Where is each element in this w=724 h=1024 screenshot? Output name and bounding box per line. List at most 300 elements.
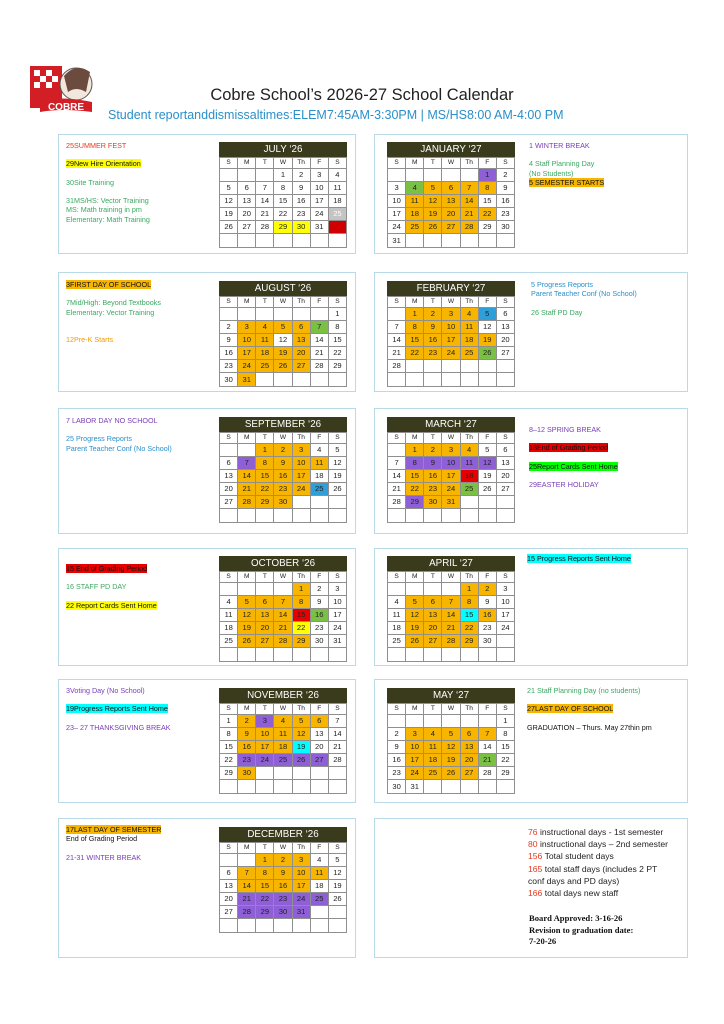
month-title: APRIL ‘27 (387, 556, 515, 571)
note-text: 23– 27 THANKSGIVING BREAK (66, 722, 171, 732)
day-cell: 1 (256, 853, 274, 866)
calendar-dec (219, 827, 347, 933)
day-cell (256, 373, 274, 386)
note-text: 29New Hire Orientation (66, 159, 141, 169)
day-cell: 28 (328, 754, 346, 767)
weekday-label: F (310, 433, 328, 444)
day-cell: 24 (406, 767, 424, 780)
day-cell (328, 648, 346, 661)
day-cell: 9 (310, 595, 328, 608)
day-cell: 28 (478, 767, 496, 780)
weekday-label: F (478, 297, 496, 308)
day-cell: 19 (478, 333, 496, 346)
summary-line: 166 total days new staff (528, 888, 619, 899)
day-cell: 23 (424, 483, 442, 496)
day-cell (238, 780, 256, 793)
day-cell: 4 (424, 727, 442, 740)
day-cell: 25 (328, 208, 346, 221)
day-cell (220, 307, 238, 320)
day-cell: 18 (424, 754, 442, 767)
day-cell: 24 (292, 893, 310, 906)
calendar-jul (219, 142, 347, 248)
day-cell (406, 234, 424, 247)
page-subtitle: Student reportanddismissaltimes:ELEM7:45AM-3:30PM | MS/HS8:00 AM-4:00 PM (108, 108, 564, 122)
weekday-label: M (238, 843, 256, 854)
day-cell (292, 648, 310, 661)
day-cell: 27 (256, 635, 274, 648)
calendar-apr (387, 556, 515, 662)
note-text: 7 LABOR DAY NO SCHOOL (66, 416, 158, 425)
day-cell: 25 (274, 754, 292, 767)
summary-line: 165 total staff days (includes 2 PT (528, 863, 658, 874)
day-cell (310, 919, 328, 932)
day-cell: 13 (496, 456, 514, 469)
day-cell: 12 (328, 866, 346, 879)
weekday-label: Th (292, 433, 310, 444)
day-cell (496, 496, 514, 509)
day-cell: 30 (310, 635, 328, 648)
note-text: 3FIRST DAY OF SCHOOL (66, 280, 152, 289)
day-cell (496, 360, 514, 373)
day-cell (424, 509, 442, 522)
day-cell: 5 (292, 714, 310, 727)
day-cell: 5 (406, 595, 424, 608)
note-line (529, 434, 618, 443)
day-cell: 22 (460, 622, 478, 635)
note-line (66, 695, 171, 704)
day-cell: 11 (256, 333, 274, 346)
day-cell: 12 (220, 194, 238, 207)
day-cell: 11 (424, 740, 442, 753)
day-cell: 22 (274, 208, 292, 221)
day-cell (406, 509, 424, 522)
day-cell: 13 (220, 879, 238, 892)
day-cell: 25 (388, 635, 406, 648)
note-text: 25Report Cards Sent Home (529, 461, 618, 471)
note-line (66, 686, 171, 695)
day-cell (478, 234, 496, 247)
day-cell: 8 (292, 595, 310, 608)
day-cell: 10 (310, 181, 328, 194)
note-line (66, 416, 172, 425)
day-cell: 19 (328, 879, 346, 892)
day-cell: 17 (292, 879, 310, 892)
day-cell: 17 (328, 608, 346, 621)
day-cell: 21 (460, 208, 478, 221)
day-cell (442, 582, 460, 595)
day-cell (310, 906, 328, 919)
day-cell: 29 (496, 767, 514, 780)
day-cell (220, 853, 238, 866)
day-cell: 18 (256, 347, 274, 360)
weekday-label: M (238, 297, 256, 308)
day-cell: 27 (292, 360, 310, 373)
weekday-label: W (442, 297, 460, 308)
day-cell: 4 (220, 595, 238, 608)
day-cell: 5 (478, 307, 496, 320)
day-cell: 16 (496, 194, 514, 207)
notes-may (527, 686, 652, 732)
day-cell: 29 (460, 635, 478, 648)
day-cell: 14 (310, 333, 328, 346)
note-line (66, 141, 150, 150)
day-cell: 19 (328, 469, 346, 482)
summary-line: 76 instructional days - 1st semester (528, 827, 664, 837)
day-cell (274, 234, 292, 247)
weekday-label: T (256, 704, 274, 715)
day-cell: 6 (238, 181, 256, 194)
note-line (66, 289, 161, 298)
day-cell (310, 767, 328, 780)
day-cell: 19 (424, 208, 442, 221)
day-cell: 8 (406, 320, 424, 333)
day-cell: 28 (238, 906, 256, 919)
day-cell (424, 373, 442, 386)
day-cell: 1 (460, 582, 478, 595)
day-cell: 9 (274, 866, 292, 879)
day-cell (460, 234, 478, 247)
summary-line: conf days and PD days) (528, 875, 620, 886)
day-cell: 29 (274, 221, 292, 234)
note-text: 18End of Grading Period (529, 443, 609, 453)
day-cell: 29 (256, 906, 274, 919)
summary-line: 80 instructional days – 2nd semester (528, 839, 668, 850)
weekday-label: T (256, 572, 274, 583)
day-cell (442, 648, 460, 661)
day-cell: 14 (274, 608, 292, 621)
day-cell (388, 714, 406, 727)
note-line (66, 704, 171, 713)
weekday-label: Th (460, 158, 478, 169)
weekday-label: Th (292, 297, 310, 308)
note-line (66, 298, 161, 307)
day-cell (238, 168, 256, 181)
weekday-label: S (496, 158, 514, 169)
day-cell: 11 (460, 320, 478, 333)
day-cell: 24 (310, 208, 328, 221)
day-cell (328, 780, 346, 793)
day-cell: 1 (478, 168, 496, 181)
day-cell: 23 (238, 754, 256, 767)
day-cell: 22 (478, 208, 496, 221)
day-cell: 28 (310, 360, 328, 373)
day-cell (220, 443, 238, 456)
day-cell: 6 (442, 181, 460, 194)
day-cell: 28 (442, 635, 460, 648)
note-line (66, 326, 161, 335)
day-cell: 17 (238, 347, 256, 360)
day-cell: 26 (328, 893, 346, 906)
weekday-label: S (496, 704, 514, 715)
note-line (531, 280, 637, 289)
day-cell: 30 (388, 780, 406, 793)
weekday-label: S (220, 704, 238, 715)
weekday-label: M (406, 297, 424, 308)
day-cell: 27 (220, 496, 238, 509)
day-cell: 6 (220, 456, 238, 469)
day-cell: 3 (496, 582, 514, 595)
day-cell: 6 (460, 727, 478, 740)
day-cell: 30 (478, 635, 496, 648)
day-cell (478, 496, 496, 509)
day-cell: 16 (274, 879, 292, 892)
day-cell (220, 919, 238, 932)
note-line (531, 289, 637, 298)
day-cell: 25 (460, 347, 478, 360)
note-line (66, 205, 150, 214)
day-cell: 30 (424, 496, 442, 509)
day-cell (478, 373, 496, 386)
day-cell: 1 (496, 714, 514, 727)
weekday-label: S (388, 433, 406, 444)
day-cell: 18 (328, 194, 346, 207)
day-cell: 17 (442, 333, 460, 346)
day-cell: 10 (292, 456, 310, 469)
day-cell (292, 234, 310, 247)
day-cell (328, 767, 346, 780)
day-cell: 24 (328, 622, 346, 635)
note-line (66, 714, 171, 723)
month-title: AUGUST ‘26 (219, 281, 347, 296)
day-cell (238, 853, 256, 866)
day-cell: 20 (220, 483, 238, 496)
day-cell (424, 780, 442, 793)
day-cell (292, 496, 310, 509)
weekday-label: W (442, 433, 460, 444)
day-cell: 9 (274, 456, 292, 469)
day-cell: 29 (220, 767, 238, 780)
notes-mar (529, 425, 618, 489)
day-cell (238, 582, 256, 595)
day-cell: 16 (388, 754, 406, 767)
weekday-label: S (496, 572, 514, 583)
note-text: 22 Report Cards Sent Home (66, 600, 157, 610)
note-text: 7Mid/High: Beyond Textbooks (66, 298, 161, 308)
weekday-label: F (310, 158, 328, 169)
note-text: 16 STAFF PD DAY (66, 582, 127, 592)
board-line: Board Approved: 3-16-26 (529, 913, 623, 923)
day-cell: 20 (424, 622, 442, 635)
note-text: 8–12 SPRING BREAK (529, 425, 601, 434)
note-line (66, 844, 161, 853)
weekday-label: S (220, 843, 238, 854)
day-cell: 13 (496, 320, 514, 333)
note-line (529, 453, 618, 462)
note-line (529, 471, 618, 480)
day-cell: 25 (256, 360, 274, 373)
weekday-label: T (424, 158, 442, 169)
day-cell: 13 (310, 727, 328, 740)
day-cell (292, 307, 310, 320)
day-cell: 2 (292, 168, 310, 181)
day-cell: 11 (328, 181, 346, 194)
weekday-label: M (238, 704, 256, 715)
day-cell (496, 234, 514, 247)
day-cell: 2 (274, 853, 292, 866)
month-title: NOVEMBER ‘26 (219, 688, 347, 703)
day-cell: 22 (220, 754, 238, 767)
day-cell: 31 (310, 221, 328, 234)
note-line (527, 723, 652, 732)
day-cell: 31 (442, 496, 460, 509)
day-cell: 15 (328, 333, 346, 346)
day-cell: 14 (478, 740, 496, 753)
day-cell: 26 (220, 221, 238, 234)
weekday-label: S (328, 843, 346, 854)
day-cell: 26 (238, 635, 256, 648)
board-line: 7-20-26 (529, 936, 557, 947)
note-text: 15 End of Grading Period (66, 564, 148, 573)
weekday-label: F (478, 704, 496, 715)
notes-feb (531, 280, 637, 317)
day-cell (442, 168, 460, 181)
day-cell (292, 509, 310, 522)
day-cell (460, 373, 478, 386)
day-cell: 7 (388, 456, 406, 469)
weekday-label: F (310, 704, 328, 715)
day-cell: 21 (442, 622, 460, 635)
day-cell (388, 307, 406, 320)
day-cell (292, 373, 310, 386)
note-line (529, 480, 618, 489)
note-text: 26 Staff PD Day (531, 307, 583, 317)
day-cell: 18 (406, 208, 424, 221)
day-cell (460, 360, 478, 373)
day-cell: 26 (406, 635, 424, 648)
day-cell: 22 (292, 622, 310, 635)
day-cell: 14 (328, 727, 346, 740)
day-cell: 22 (256, 483, 274, 496)
day-cell: 7 (478, 727, 496, 740)
day-cell: 14 (238, 879, 256, 892)
notes-apr (527, 554, 631, 563)
day-cell: 11 (460, 456, 478, 469)
day-cell: 27 (496, 483, 514, 496)
day-cell: 7 (238, 866, 256, 879)
weekday-label: T (256, 158, 274, 169)
calendar-mar (387, 417, 515, 523)
day-cell: 3 (388, 181, 406, 194)
day-cell: 17 (496, 608, 514, 621)
day-cell: 2 (424, 307, 442, 320)
day-cell: 4 (460, 443, 478, 456)
day-cell (460, 496, 478, 509)
day-cell: 28 (388, 360, 406, 373)
day-cell (220, 582, 238, 595)
day-cell: 11 (310, 866, 328, 879)
day-cell (460, 168, 478, 181)
calendar-nov (219, 688, 347, 794)
day-cell: 8 (274, 181, 292, 194)
day-cell: 19 (274, 347, 292, 360)
day-cell: 27 (220, 906, 238, 919)
weekday-label: W (274, 843, 292, 854)
note-text: 17LAST DAY OF SEMESTER (66, 825, 162, 834)
day-cell: 5 (442, 727, 460, 740)
day-cell: 3 (328, 582, 346, 595)
day-cell (310, 509, 328, 522)
notes-jan (529, 141, 604, 187)
day-cell (310, 307, 328, 320)
weekday-label: F (478, 433, 496, 444)
day-cell: 4 (256, 320, 274, 333)
day-cell: 25 (424, 767, 442, 780)
day-cell: 4 (388, 595, 406, 608)
day-cell (460, 780, 478, 793)
day-cell: 10 (328, 595, 346, 608)
note-line (66, 159, 150, 168)
day-cell: 26 (478, 347, 496, 360)
day-cell: 12 (478, 456, 496, 469)
day-cell: 9 (424, 320, 442, 333)
day-cell (292, 780, 310, 793)
day-cell (460, 714, 478, 727)
day-cell: 2 (238, 714, 256, 727)
note-line (66, 196, 150, 205)
day-cell (328, 234, 346, 247)
weekday-label: W (442, 572, 460, 583)
day-cell: 10 (406, 740, 424, 753)
day-cell (406, 168, 424, 181)
weekday-label: S (328, 297, 346, 308)
day-cell: 11 (406, 194, 424, 207)
day-cell: 24 (442, 483, 460, 496)
board-line: Revision to graduation date: (529, 924, 634, 935)
day-cell: 2 (496, 168, 514, 181)
day-cell: 27 (310, 754, 328, 767)
day-cell: 19 (238, 622, 256, 635)
day-cell: 19 (292, 740, 310, 753)
day-cell: 28 (256, 221, 274, 234)
day-cell: 13 (238, 194, 256, 207)
note-text: 4 Staff Planning Day (529, 159, 595, 169)
day-cell: 28 (460, 221, 478, 234)
day-cell: 10 (292, 866, 310, 879)
day-cell: 6 (292, 320, 310, 333)
day-cell: 8 (256, 456, 274, 469)
notes-oct (66, 564, 157, 610)
weekday-label: S (388, 158, 406, 169)
day-cell: 9 (424, 456, 442, 469)
day-cell (220, 168, 238, 181)
day-cell: 15 (406, 469, 424, 482)
day-cell: 4 (310, 853, 328, 866)
day-cell: 28 (388, 496, 406, 509)
day-cell: 8 (256, 866, 274, 879)
day-cell: 15 (256, 879, 274, 892)
note-line (66, 592, 157, 601)
day-cell: 4 (406, 181, 424, 194)
calendar-aug (219, 281, 347, 387)
weekday-label: M (238, 158, 256, 169)
day-cell: 6 (220, 866, 238, 879)
month-title: OCTOBER ‘26 (219, 556, 347, 571)
board-approval (529, 913, 633, 948)
month-title: MARCH ‘27 (387, 417, 515, 432)
day-cell: 8 (460, 595, 478, 608)
day-cell: 12 (274, 333, 292, 346)
day-cell: 8 (406, 456, 424, 469)
weekday-label: Th (460, 704, 478, 715)
day-cell: 6 (310, 714, 328, 727)
day-cell (238, 443, 256, 456)
day-cell (424, 234, 442, 247)
day-cell (442, 780, 460, 793)
note-line (527, 686, 652, 695)
day-cell: 5 (274, 320, 292, 333)
day-cell (496, 635, 514, 648)
weekday-label: S (220, 572, 238, 583)
